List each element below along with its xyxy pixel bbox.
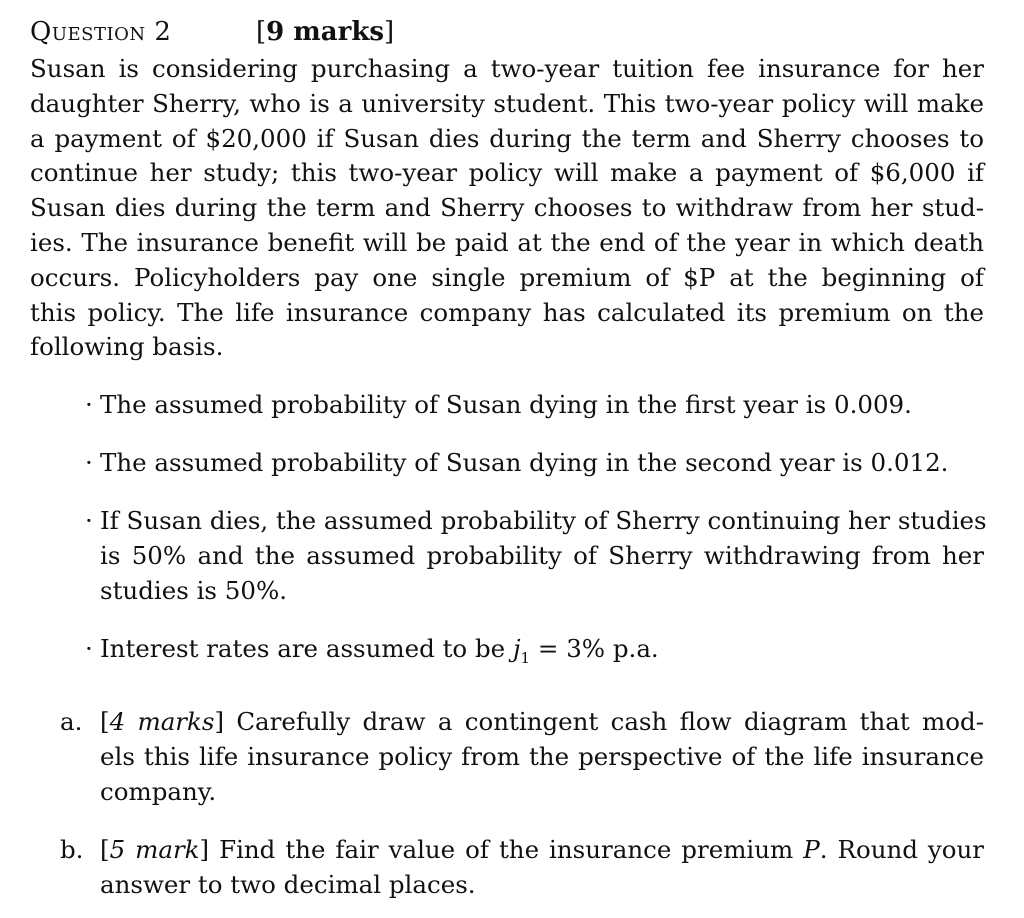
assumption-item: · Interest rates are assumed to be $j_1 = 3\%$ p.a. bbox=[30, 631, 984, 676]
intro-line: ies. The insurance benefit will be paid at the end of the year in which death bbox=[30, 227, 984, 257]
assumption-item: · The assumed probability of Susan dying in the second year is 0.012. bbox=[30, 445, 984, 480]
part-letter: b. bbox=[60, 835, 84, 865]
premium-variable: P bbox=[803, 835, 820, 865]
intro-line: following basis. bbox=[30, 332, 224, 362]
question-header bbox=[30, 14, 984, 50]
intro-line: Susan dies during the term and Sherry chooses to withdraw from her stud- bbox=[30, 193, 984, 223]
bullet-dot: · bbox=[85, 390, 93, 420]
part-marks: 5 mark bbox=[109, 835, 200, 865]
part-letter: a. bbox=[60, 707, 83, 737]
part-a: a. [4 marks] Carefully draw a contingent cash flow diagram that mod- els this life insurance policy from the perspective of the life insurance company. bbox=[30, 704, 984, 809]
bullet-dot: · bbox=[85, 506, 93, 536]
intro-line: continue her study; this two-year policy will make a payment of $6,000 if bbox=[30, 158, 984, 188]
intro-line: daughter Sherry, who is a university student. This two-year policy will make bbox=[30, 88, 984, 118]
interest-variable: j bbox=[512, 634, 521, 664]
assumption-item: · If Susan dies, the assumed probability of Sherry continuing her studies is 50% and the assumed probability of Sherry withdrawing from her studies is 50%. bbox=[30, 503, 984, 608]
assumption-list bbox=[30, 387, 987, 676]
part-b: b. [5 mark] Find the fair value of the insurance premium P. Round your answer to two decimal places. bbox=[30, 832, 984, 902]
question-intro bbox=[30, 52, 984, 365]
part-marks: 4 marks bbox=[109, 707, 215, 737]
intro-line: occurs. Policyholders pay one single premium of $P at the beginning of bbox=[30, 262, 984, 292]
bullet-dot: · bbox=[85, 634, 93, 664]
question-number: Question 2 bbox=[30, 17, 172, 47]
intro-line: Susan is considering purchasing a two-year tuition fee insurance for her bbox=[30, 54, 984, 83]
question-marks: [9 marks] bbox=[256, 17, 395, 47]
intro-line: this policy. The life insurance company has calculated its premium on the bbox=[30, 297, 984, 327]
assumption-item: · The assumed probability of Susan dying in the first year is 0.009. bbox=[30, 387, 984, 422]
question-parts bbox=[30, 704, 984, 902]
bullet-dot: · bbox=[85, 448, 93, 478]
intro-line: a payment of $20,000 if Susan dies during the term and Sherry chooses to bbox=[30, 123, 984, 153]
